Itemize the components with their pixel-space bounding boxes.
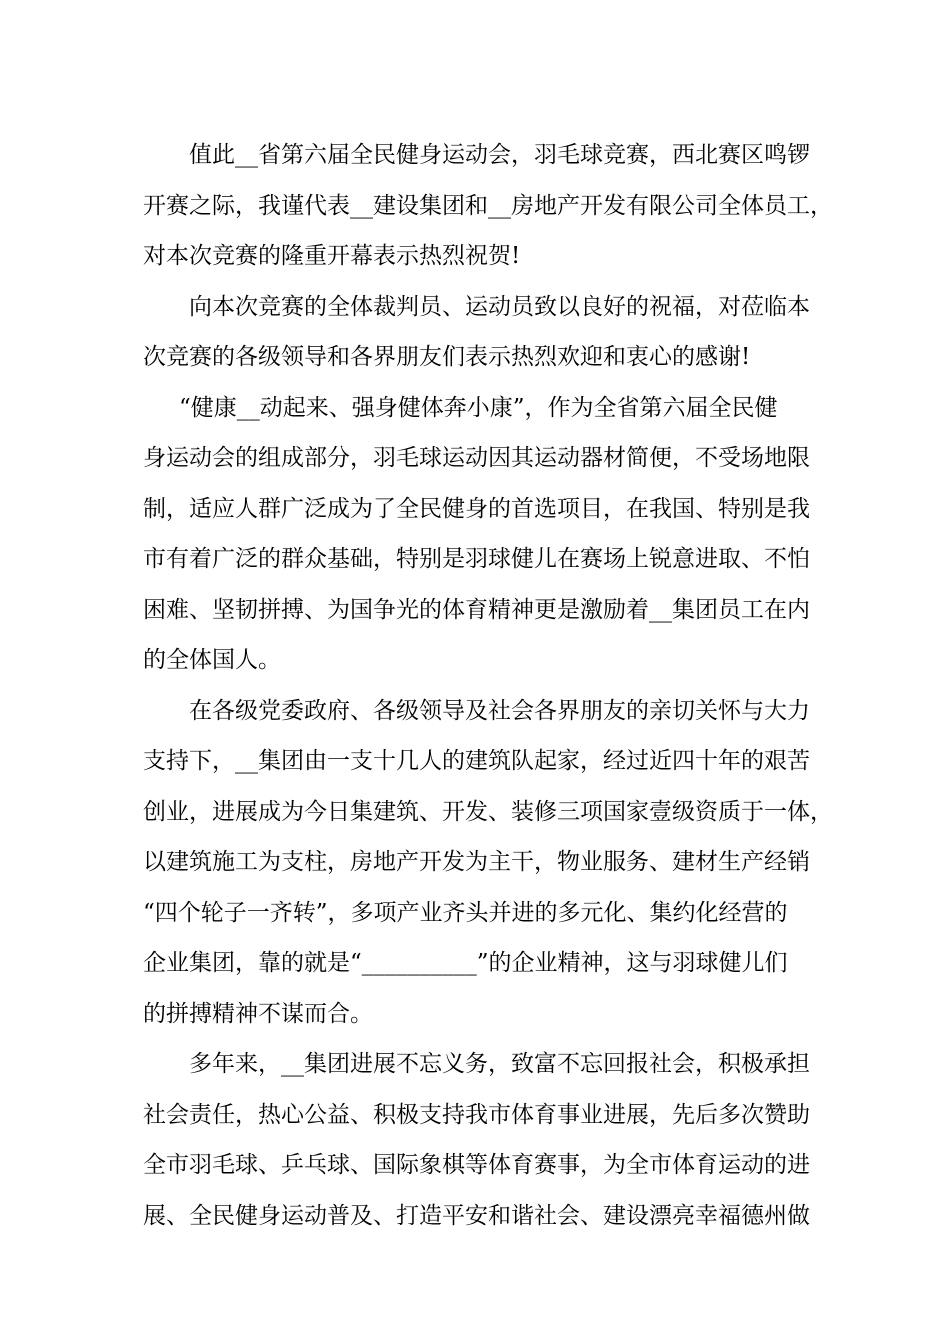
paragraph-4-line-3: 创业，进展成为今日集建筑、开发、装修三项国家壹级资质于一体， [143,798,833,825]
paragraph-4-line-5: “四个轮子一齐转”，多项产业齐头并进的多元化、集约化经营的 [143,899,788,926]
paragraph-5-line-4: 展、全民健身运动普及、打造平安和谐社会、建设漂亮幸福德州做 [143,1202,810,1229]
paragraph-4-line-1: 在各级党委政府、各级领导及社会各界朋友的亲切关怀与大力 [189,697,810,724]
paragraph-3-line-5: 困难、坚韧拼搏、为国争光的体育精神更是激励着__集团员工在内 [143,596,810,623]
document-body [143,130,833,1241]
paragraph-3-line-6: 的全体国人。 [143,647,281,673]
paragraph-4-line-6: 企业集团，靠的就是“__________”的企业精神，这与羽球健儿们 [143,950,788,976]
paragraph-5-line-2: 社会责任，热心公益、积极支持我市体育事业进展，先后多次赞助 [143,1101,810,1128]
paragraph-2-line-2: 次竞赛的各级领导和各界朋友们表示热烈欢迎和衷心的感谢! [143,344,751,370]
paragraph-4-line-4: 以建筑施工为支柱，房地产开发为主干，物业服务、建材生产经销 [143,849,810,875]
paragraph-3-line-1: “健康__动起来、强身健体奔小康”，作为全省第六届全民健 [179,394,778,421]
paragraph-1-line-2: 开赛之际，我谨代表__建设集团和__房地产开发有限公司全体员工， [143,192,833,219]
paragraph-3-line-4: 市有着广泛的群众基础，特别是羽球健儿在赛场上锐意进取、不怕 [143,546,810,572]
paragraph-4-line-2: 支持下，__集团由一支十几人的建筑队起家，经过近四十年的艰苦 [143,748,810,774]
paragraph-4-line-7: 的拼搏精神不谋而合。 [143,1000,373,1027]
paragraph-1-line-3: 对本次竞赛的隆重开幕表示热烈祝贺! [143,243,521,269]
paragraph-3-line-3: 制，适应人群广泛成为了全民健身的首选项目，在我国、特别是我 [143,495,810,522]
paragraph-3-line-2: 身运动会的组成部分，羽毛球运动因其运动器材简便，不受场地限 [143,445,810,471]
paragraph-5-line-1: 多年来，__集团进展不忘义务，致富不忘回报社会，积极承担 [189,1051,810,1077]
paragraph-5-line-3: 全市羽毛球、乒乓球、国际象棋等体育赛事，为全市体育运动的进 [143,1152,810,1178]
paragraph-1-line-1: 值此__省第六届全民健身运动会，羽毛球竞赛，西北赛区鸣锣 [189,142,810,168]
paragraph-2-line-1: 向本次竞赛的全体裁判员、运动员致以良好的祝福，对莅临本 [189,293,810,320]
